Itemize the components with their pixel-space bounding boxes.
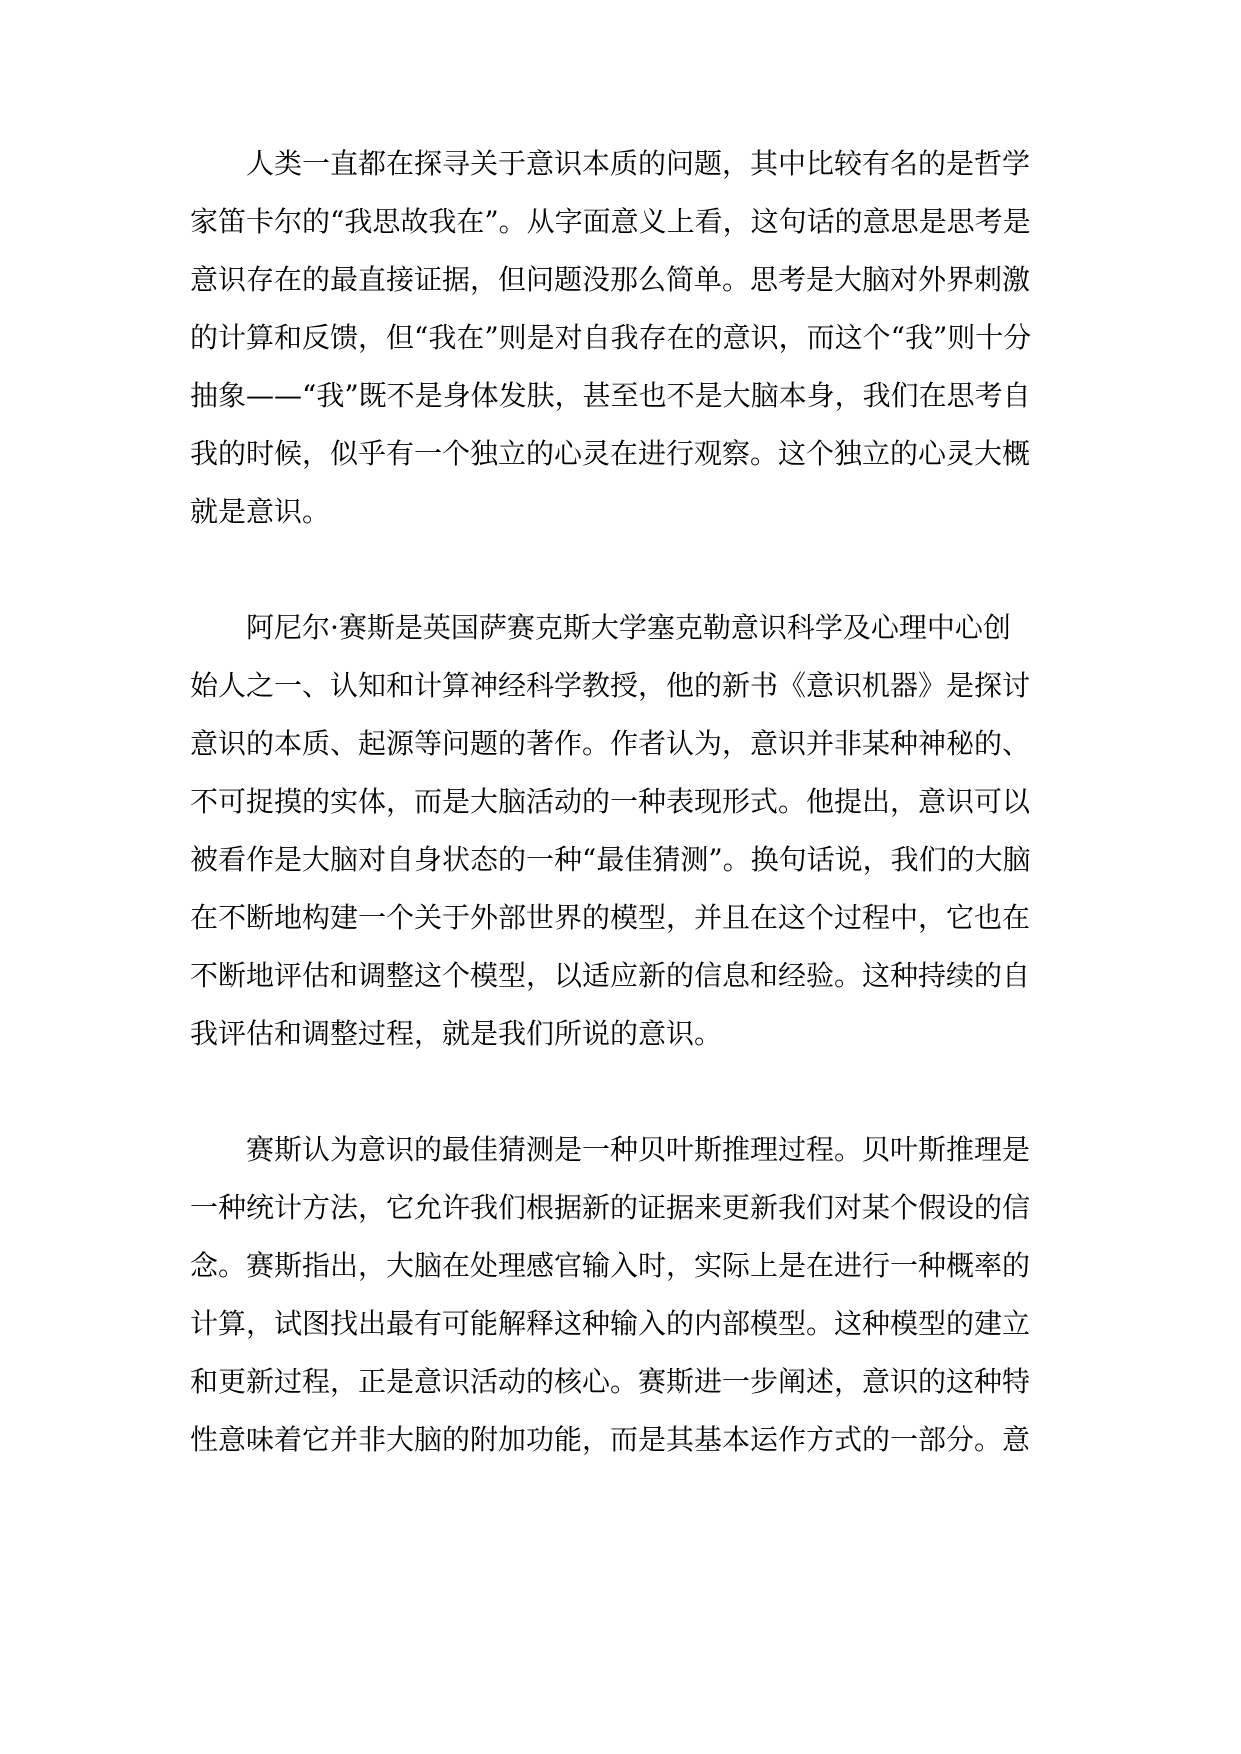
paragraph-line: 人类一直都在探寻关于意识本质的问题，其中比较有名的是哲学: [246, 147, 1031, 180]
paragraph-line: 在不断地构建一个关于外部世界的模型，并且在这个过程中，它也在: [190, 901, 1031, 934]
paragraph-line: 的计算和反馈，但“我在”则是对自我存在的意识，而这个“我”则十分: [190, 321, 1032, 354]
paragraph-line: 始人之一、认知和计算神经科学教授，他的新书《意识机器》是探讨: [190, 669, 1031, 702]
paragraph-line: 阿尼尔·赛斯是英国萨赛克斯大学塞克勒意识科学及心理中心创: [246, 611, 1011, 644]
paragraph-line: 被看作是大脑对自身状态的一种“最佳猜测”。换句话说，我们的大脑: [190, 843, 1031, 876]
paragraph-line: 抽象——“我”既不是身体发肤，甚至也不是大脑本身，我们在思考自: [190, 379, 1031, 412]
paragraph-line: 我评估和调整过程，就是我们所说的意识。: [190, 1017, 723, 1050]
paragraph-3: [190, 1121, 1070, 1469]
paragraph-line: 不可捉摸的实体，而是大脑活动的一种表现形式。他提出，意识可以: [190, 785, 1031, 818]
paragraph-line: 家笛卡尔的“我思故我在”。从字面意义上看，这句话的意思是思考是: [190, 205, 1031, 238]
paragraph-line: 赛斯认为意识的最佳猜测是一种贝叶斯推理过程。贝叶斯推理是: [246, 1133, 1031, 1166]
paragraph-line: 就是意识。: [190, 495, 331, 528]
paragraph-line: 我的时候，似乎有一个独立的心灵在进行观察。这个独立的心灵大概: [190, 437, 1031, 470]
paragraph-line: 和更新过程，正是意识活动的核心。赛斯进一步阐述，意识的这种特: [190, 1365, 1031, 1398]
paragraph-line: 意识的本质、起源等问题的著作。作者认为，意识并非某种神秘的、: [190, 727, 1031, 760]
paragraph-line: 性意味着它并非大脑的附加功能，而是其基本运作方式的一部分。意: [190, 1423, 1031, 1456]
paragraph-line: 念。赛斯指出，大脑在处理感官输入时，实际上是在进行一种概率的: [190, 1249, 1031, 1282]
paragraph-line: 计算，试图找出最有可能解释这种输入的内部模型。这种模型的建立: [190, 1307, 1031, 1340]
paragraph-line: 不断地评估和调整这个模型，以适应新的信息和经验。这种持续的自: [190, 959, 1031, 992]
paragraph-line: 意识存在的最直接证据，但问题没那么简单。思考是大脑对外界刺激: [190, 263, 1031, 296]
paragraph-2: [190, 599, 1070, 1063]
paragraph-line: 一种统计方法，它允许我们根据新的证据来更新我们对某个假设的信: [190, 1191, 1031, 1224]
paragraph-1: [190, 135, 1070, 541]
